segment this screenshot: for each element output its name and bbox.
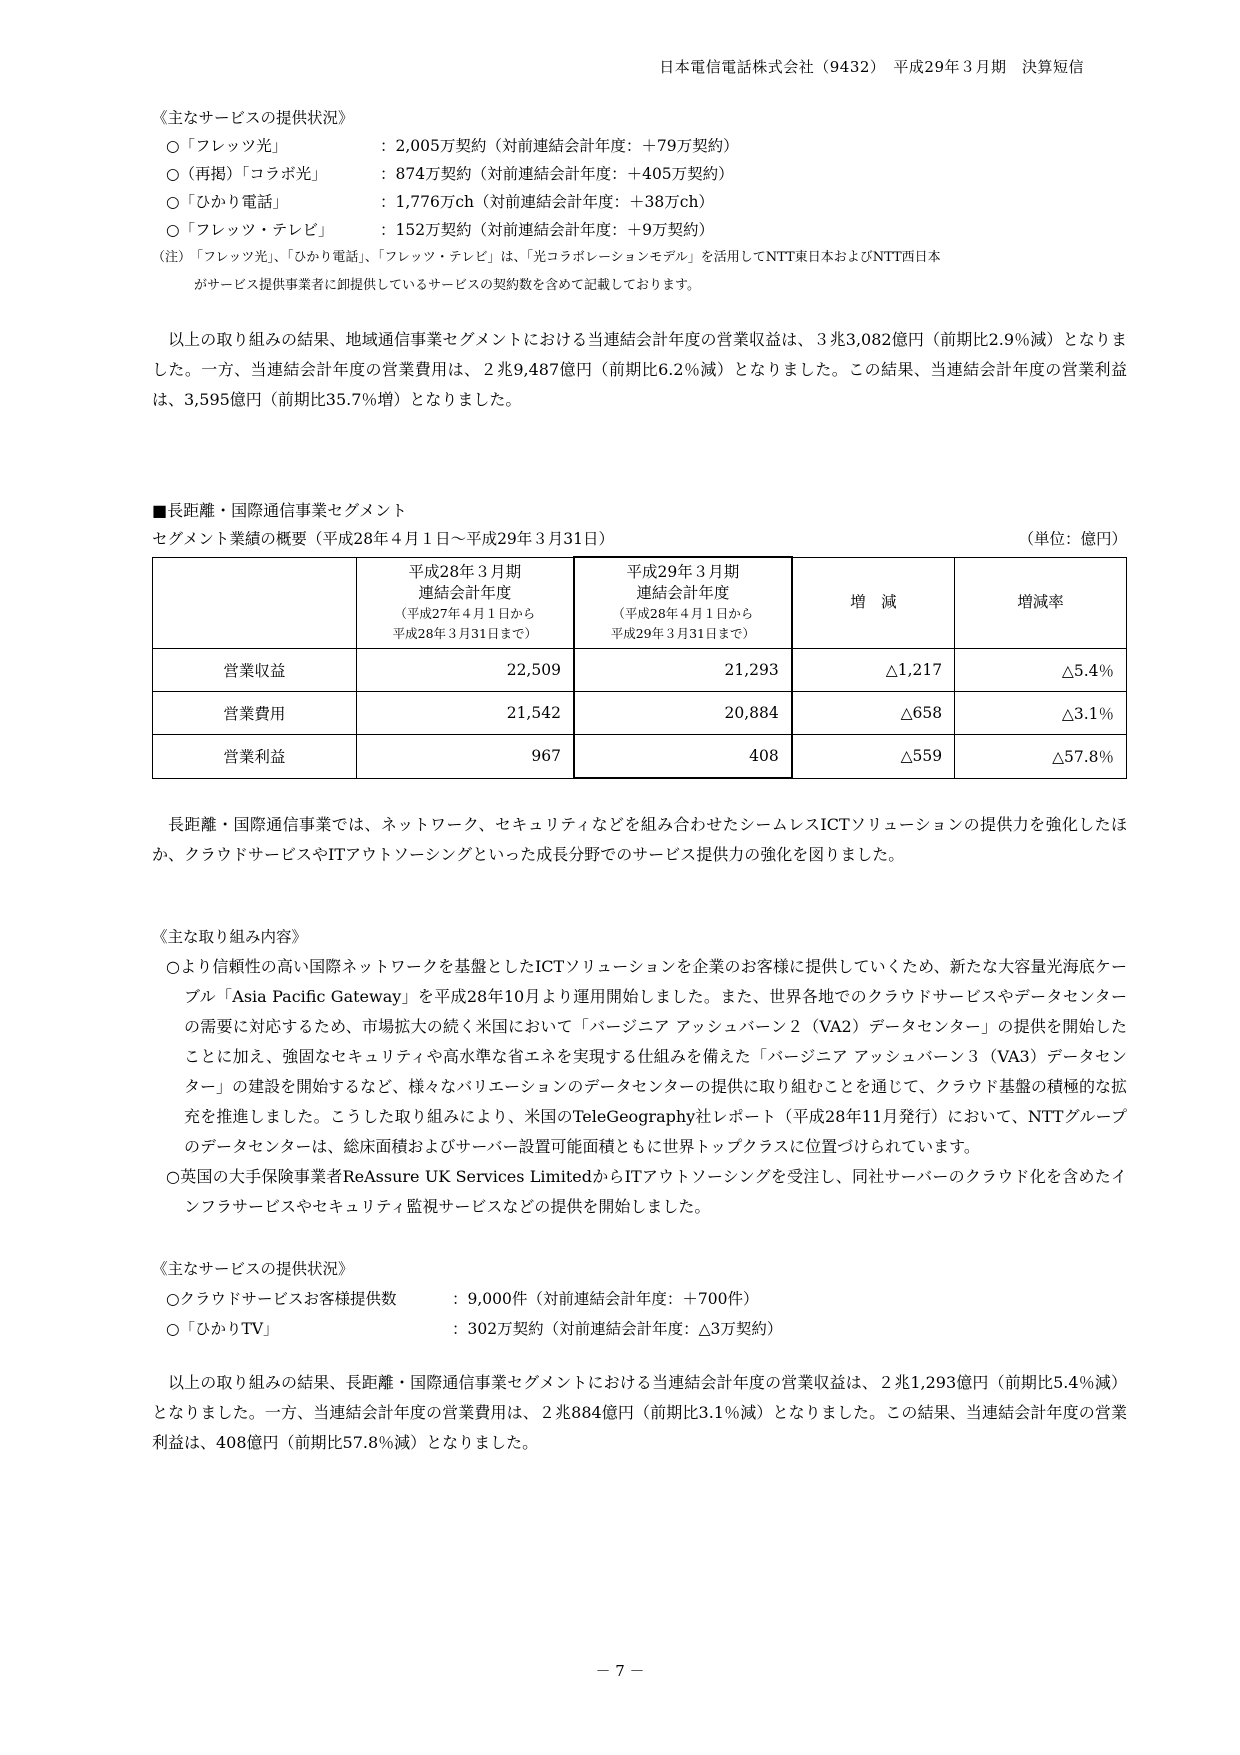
footnote-line: 「フレッツ光」、「ひかり電話」、「フレッツ・テレビ」は、「光コラボレーションモデル」を活用してNTT東日本およびNTT西日本 (190, 250, 941, 265)
regional-result-section (152, 325, 1127, 415)
long-distance-intro (152, 810, 1127, 870)
service-label: ○「フレッツ・テレビ」 (166, 221, 334, 239)
service-row (152, 132, 1127, 160)
cell-rate: △57.8％ (955, 735, 1127, 779)
header-period: （平成27年４月１日から 平成28年３月31日まで） (392, 605, 537, 641)
service-value: ：1,776万ch（対前連結会計年度：＋38万ch） (380, 193, 714, 211)
service-row (152, 1314, 1127, 1344)
cell-rate: △5.4％ (955, 649, 1127, 692)
table-header-change: 増 減 (792, 557, 955, 649)
header-text: 連結会計年度 (636, 584, 730, 602)
footnote (152, 244, 1127, 300)
service-value: ：9,000件（対前連結会計年度：＋700件） (452, 1290, 759, 1308)
intro-paragraph: 長距離・国際通信事業では、ネットワーク、セキュリティなどを組み合わせたシームレスICTソリューションの提供力を強化したほか、クラウドサービスやITアウトソーシングといった成長分野でのサービス提供力の強化を図りました。 (152, 815, 1127, 864)
cell-change: △559 (792, 735, 955, 779)
table-row (153, 649, 1127, 692)
long-distance-segment (152, 496, 1127, 779)
service-value: ：874万契約（対前連結会計年度：＋405万契約） (380, 165, 734, 183)
header-period: （平成28年４月１日から 平成29年３月31日まで） (610, 606, 755, 641)
service-label: ○「フレッツ光」 (166, 137, 288, 155)
service-value: ：302万契約（対前連結会計年度：△3万契約） (452, 1320, 783, 1338)
long-distance-result-section (152, 1368, 1127, 1458)
cell-change: △1,217 (792, 649, 955, 692)
table-header-blank (153, 557, 357, 649)
table-caption-row (152, 526, 1127, 552)
service-label: ○クラウドサービスお客様提供数 (166, 1290, 397, 1308)
table-header-curr-year (574, 557, 792, 649)
table-row (153, 692, 1127, 735)
row-label: 営業収益 (153, 649, 357, 692)
ld-result-paragraph: 以上の取り組みの結果、長距離・国際通信事業セグメントにおける当連結会計年度の営業収益は、２兆1,293億円（前期比5.4％減）となりました。一方、当連結会計年度の営業費用は、２兆884億円（前期比3.1％減）となりました。この結果、当連結会計年度の営業利益は、408億円（前期比57.8％減）となりました。 (152, 1373, 1127, 1452)
cell-prev: 967 (356, 735, 574, 779)
page-header: 日本電信電話株式会社（9432） 平成29年３月期 決算短信 (659, 58, 1084, 76)
cell-change: △658 (792, 692, 955, 735)
header-text: 平成29年３月期 (626, 563, 740, 581)
cell-prev: 21,542 (356, 692, 574, 735)
initiative-item: ○英国の大手保険事業者ReAssure UK Services LimitedからITアウトソーシングを受注し、同社サーバーのクラウド化を含めたインフラサービスやセキュリティ監視サービスなどの提供を開始しました。 (166, 1167, 1127, 1216)
service-value: ：2,005万契約（対前連結会計年度：＋79万契約） (380, 137, 739, 155)
initiative-item: ○より信頼性の高い国際ネットワークを基盤としたICTソリューションを企業のお客様に提供していくため、新たな大容量光海底ケーブル「Asia Pacific Gateway」を平成28年10月より運用開始しました。また、世界各地でのクラウドサービスやデータセンターの需要に対応するため、市場拡大の続く米国において「バージニア アッシュバーン２（VA2）データセンター」の提供を開始したことに加え、強固なセキュリティや高水準な省エネを実現する仕組みを備えた「バージニア アッシュバーン３（VA3）データセンター」の建設を開始するなど、様々なバリエーションのデータセンターの提供に取り組むことを通じて、クラウド基盤の積極的な拡充を推進しました。こうした取り組みにより、米国のTeleGeography社レポート（平成28年11月発行）において、NTTグループのデータセンターは、総床面積およびサーバー設置可能面積ともに世界トップクラスに位置づけられています。 (166, 957, 1127, 1156)
service-row (152, 160, 1127, 188)
header-text: 平成28年３月期 (408, 562, 522, 581)
service-label: ○「ひかりTV」 (166, 1320, 279, 1338)
cell-curr: 21,293 (574, 649, 792, 692)
footnote-mark: （注） (152, 250, 192, 265)
long-distance-services-section (152, 1254, 1127, 1344)
service-value: ：152万契約（対前連結会計年度：＋9万契約） (380, 221, 714, 239)
page-number: － 7 － (595, 1662, 645, 1680)
table-header-row (153, 557, 1127, 649)
table-header-prev-year (356, 557, 574, 649)
row-label: 営業費用 (153, 692, 357, 735)
service-row (152, 1284, 1127, 1314)
cell-curr: 20,884 (574, 692, 792, 735)
segment-results-table (152, 556, 1127, 779)
service-row (152, 216, 1127, 244)
initiatives-title: 《主な取り組み内容》 (152, 928, 308, 946)
regional-services-title: 《主なサービスの提供状況》 (152, 109, 354, 127)
service-label: ○「ひかり電話」 (166, 193, 289, 211)
cell-rate: △3.1％ (955, 692, 1127, 735)
footnote-line: がサービス提供事業者に卸提供しているサービスの契約数を含めて記載しております。 (194, 278, 700, 293)
row-label: 営業利益 (153, 735, 357, 779)
cell-prev: 22,509 (356, 649, 574, 692)
regional-result-paragraph: 以上の取り組みの結果、地域通信事業セグメントにおける当連結会計年度の営業収益は、３兆3,082億円（前期比2.9％減）となりました。一方、当連結会計年度の営業費用は、２兆9,487億円（前期比6.2％減）となりました。この結果、当連結会計年度の営業利益は、3,595億円（前期比35.7％増）となりました。 (152, 330, 1127, 409)
table-row (153, 735, 1127, 779)
service-label: ○（再掲）「コラボ光」 (166, 165, 327, 183)
table-caption: セグメント業績の概要（平成28年４月１日～平成29年３月31日） (152, 530, 615, 548)
segment-title: ■長距離・国際通信事業セグメント (152, 501, 407, 520)
table-unit: （単位：億円） (1018, 530, 1127, 548)
cell-curr: 408 (574, 735, 792, 779)
initiatives-section (152, 922, 1127, 1222)
service-row (152, 188, 1127, 216)
ld-services-title: 《主なサービスの提供状況》 (152, 1260, 354, 1278)
table-header-rate: 増減率 (955, 557, 1127, 649)
regional-services-section (152, 104, 1127, 300)
header-text: 連結会計年度 (418, 583, 512, 602)
